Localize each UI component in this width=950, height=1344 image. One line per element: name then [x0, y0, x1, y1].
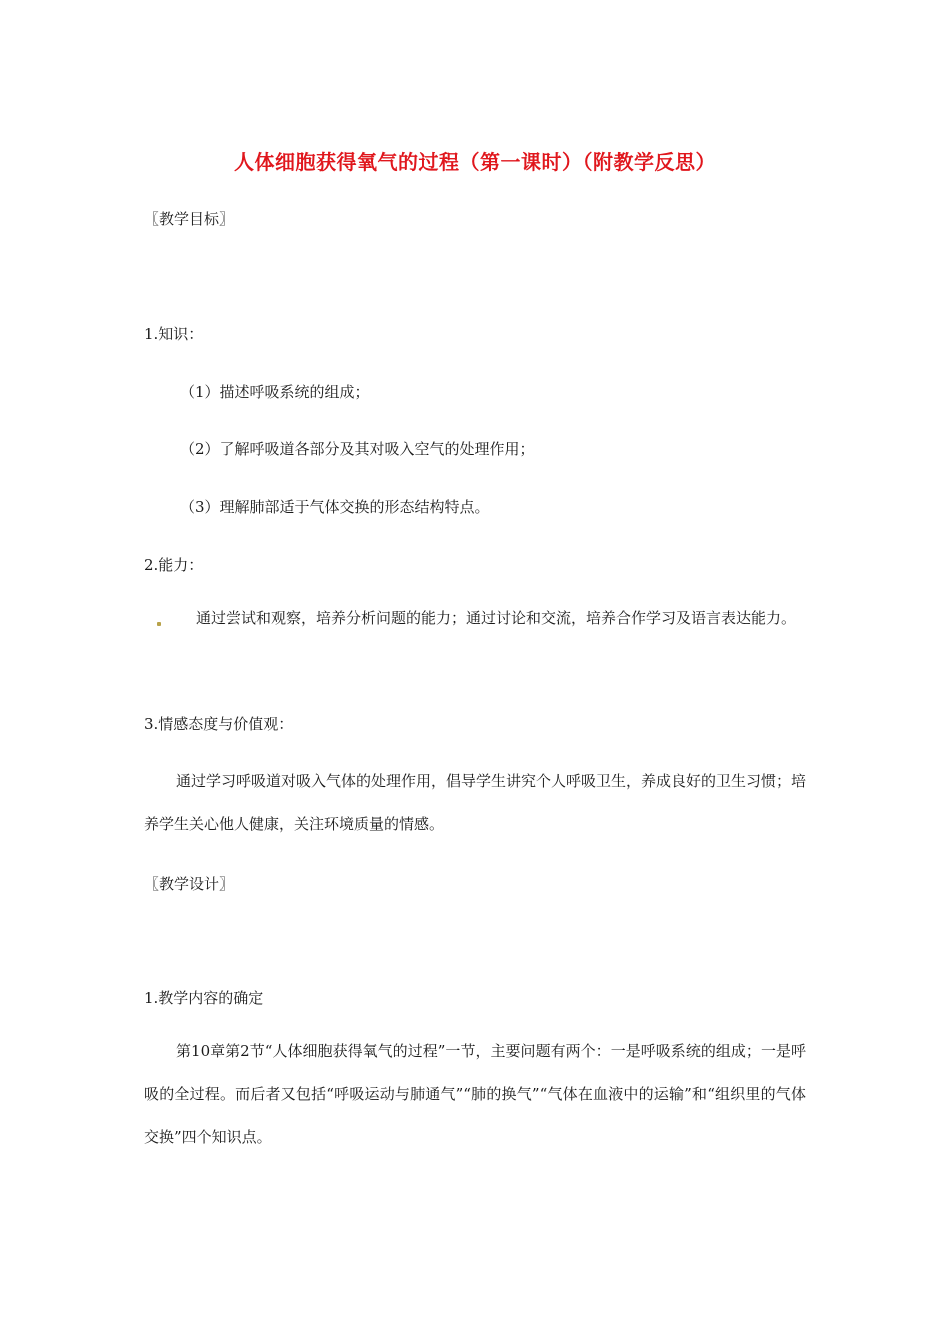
knowledge-item-1: （1）描述呼吸系统的组成；	[180, 383, 370, 401]
attitude-text: 通过学习呼吸道对吸入气体的处理作用，倡导学生讲究个人呼吸卫生，养成良好的卫生习惯；培养学生关心他人健康，关注环境质量的情感。	[144, 772, 807, 833]
design-heading: 〖教学设计〗	[144, 875, 235, 893]
knowledge-item-2: （2）了解呼吸道各部分及其对吸入空气的处理作用；	[180, 440, 535, 458]
document-title: 人体细胞获得氧气的过程（第一课时）（附教学反思）	[234, 150, 716, 174]
knowledge-heading: 1.知识：	[144, 325, 204, 343]
content-heading: 1.教学内容的确定	[144, 989, 264, 1007]
attitude-heading: 3.情感态度与价值观：	[144, 715, 294, 733]
goals-heading: 〖教学目标〗	[144, 210, 235, 228]
ability-heading: 2.能力：	[144, 556, 204, 574]
content-text: 第10章第2节“人体细胞获得氧气的过程”一节，主要问题有两个：一是呼吸系统的组成；一是呼吸的全过程。而后者又包括“呼吸运动与肺通气”“肺的换气”“气体在血液中的运输”和“组织里的气体交换”四个知识点。	[144, 1042, 806, 1146]
knowledge-item-3: （3）理解肺部适于气体交换的形态结构特点。	[180, 498, 490, 516]
ability-text: 通过尝试和观察，培养分析问题的能力；通过讨论和交流，培养合作学习及语言表达能力。	[196, 609, 797, 627]
